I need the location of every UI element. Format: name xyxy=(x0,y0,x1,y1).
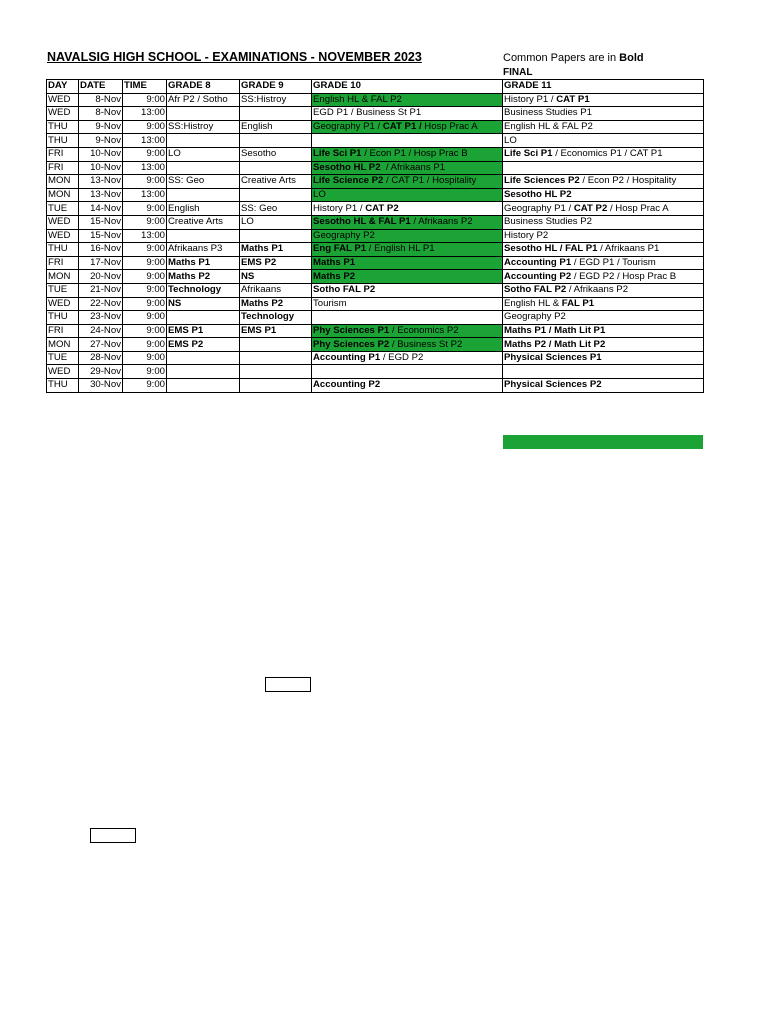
grade-8-cell xyxy=(167,161,240,175)
paper-text: / Afrikaans P1 xyxy=(380,161,446,173)
date-cell: 20-Nov xyxy=(79,270,123,284)
day-cell: THU xyxy=(47,311,79,325)
date-cell: 8-Nov xyxy=(79,93,123,107)
day-cell: THU xyxy=(47,120,79,134)
common-paper-text: Maths P2 xyxy=(168,270,211,282)
day-cell: MON xyxy=(47,338,79,352)
paper-text: / EGD P2 / Hosp Prac B xyxy=(571,270,677,282)
common-paper-text: Maths P2 xyxy=(241,297,284,309)
common-paper-text: Sesotho HL P2 xyxy=(504,189,572,201)
timetable-body xyxy=(47,93,704,392)
paper-text: History P1 / xyxy=(504,93,557,105)
grade-8-cell xyxy=(167,107,240,121)
grade-9-cell xyxy=(240,188,312,202)
grade-9-cell xyxy=(240,202,312,216)
table-row xyxy=(47,120,704,134)
day-cell: TUE xyxy=(47,283,79,297)
common-paper-text: Life Science P2 xyxy=(313,175,384,187)
grade-9-cell xyxy=(240,134,312,148)
paper-text: SS:Histroy xyxy=(241,93,287,105)
table-row xyxy=(47,270,704,284)
time-cell: 9:00 xyxy=(123,215,167,229)
common-paper-text: Maths P1 xyxy=(241,243,284,255)
paper-text: Sesotho xyxy=(241,148,277,160)
time-cell: 13:00 xyxy=(123,161,167,175)
grade-9-cell xyxy=(240,311,312,325)
common-paper-text: EMS P1 xyxy=(241,324,277,336)
grade-10-cell xyxy=(312,188,503,202)
table-row xyxy=(47,297,704,311)
grade-8-cell xyxy=(167,188,240,202)
common-paper-text: Technology xyxy=(168,284,222,296)
day-cell: WED xyxy=(47,297,79,311)
grade-8-cell xyxy=(167,147,240,161)
header-grade-8: GRADE 8 xyxy=(167,80,240,94)
grade-9-cell xyxy=(240,270,312,284)
table-row xyxy=(47,175,704,189)
paper-text: Creative Arts xyxy=(241,175,296,187)
header-grade-11: GRADE 11 xyxy=(503,80,704,94)
grade-11-cell xyxy=(503,270,704,284)
grade-10-cell xyxy=(312,283,503,297)
paper-text: Business Studies P2 xyxy=(504,216,592,228)
date-cell: 10-Nov xyxy=(79,161,123,175)
table-row xyxy=(47,243,704,257)
grade-11-cell xyxy=(503,188,704,202)
day-cell: MON xyxy=(47,175,79,189)
grade-11-cell xyxy=(503,283,704,297)
grade-10-cell xyxy=(312,256,503,270)
paper-text: EGD P1 / Business St P1 xyxy=(313,107,422,119)
grade-9-cell xyxy=(240,175,312,189)
status-label: FINAL xyxy=(503,67,533,78)
table-row xyxy=(47,134,704,148)
paper-text: Hosp Prac A xyxy=(421,121,478,133)
paper-text: History P2 xyxy=(504,229,549,241)
common-paper-text: Accounting P1 xyxy=(313,352,381,364)
time-cell: 9:00 xyxy=(123,379,167,393)
day-cell: THU xyxy=(47,134,79,148)
date-cell: 21-Nov xyxy=(79,283,123,297)
common-paper-text: Maths P1 / Math Lit P1 xyxy=(504,324,606,336)
paper-text: LO xyxy=(504,134,517,146)
common-paper-text: Maths P2 xyxy=(313,270,356,282)
grade-11-cell xyxy=(503,365,704,379)
grade-10-cell xyxy=(312,297,503,311)
grade-10-cell xyxy=(312,215,503,229)
day-cell: FRI xyxy=(47,161,79,175)
header-grade-10: GRADE 10 xyxy=(312,80,503,94)
date-cell: 28-Nov xyxy=(79,351,123,365)
table-row xyxy=(47,188,704,202)
day-cell: FRI xyxy=(47,324,79,338)
date-cell: 14-Nov xyxy=(79,202,123,216)
day-cell: WED xyxy=(47,229,79,243)
header-grade-9: GRADE 9 xyxy=(240,80,312,94)
empty-box xyxy=(90,828,136,843)
time-cell: 9:00 xyxy=(123,256,167,270)
header-date: DATE xyxy=(79,80,123,94)
grade-10-cell xyxy=(312,120,503,134)
grade-8-cell xyxy=(167,365,240,379)
grade-8-cell xyxy=(167,324,240,338)
grade-11-cell xyxy=(503,243,704,257)
date-cell: 24-Nov xyxy=(79,324,123,338)
grade-9-cell xyxy=(240,365,312,379)
time-cell: 9:00 xyxy=(123,147,167,161)
grade-11-cell xyxy=(503,107,704,121)
date-cell: 8-Nov xyxy=(79,107,123,121)
grade-10-cell xyxy=(312,379,503,393)
paper-text: Geography P2 xyxy=(504,311,566,323)
paper-text: / Afrikaans P2 xyxy=(566,284,629,296)
grade-10-cell xyxy=(312,134,503,148)
common-paper-text: Sotho FAL P2 xyxy=(313,284,376,296)
date-cell: 16-Nov xyxy=(79,243,123,257)
paper-text: LO xyxy=(241,216,254,228)
table-row xyxy=(47,338,704,352)
grade-10-cell xyxy=(312,147,503,161)
common-paper-text: CAT P1 xyxy=(556,93,590,105)
grade-11-cell xyxy=(503,324,704,338)
day-cell: THU xyxy=(47,379,79,393)
time-cell: 9:00 xyxy=(123,283,167,297)
common-paper-text: Accounting P2 xyxy=(504,270,572,282)
table-row xyxy=(47,324,704,338)
date-cell: 22-Nov xyxy=(79,297,123,311)
common-paper-text: Technology xyxy=(241,311,295,323)
grade-8-cell xyxy=(167,229,240,243)
paper-text: / Afrikaans P1 xyxy=(597,243,660,255)
table-row xyxy=(47,311,704,325)
time-cell: 9:00 xyxy=(123,351,167,365)
time-cell: 9:00 xyxy=(123,202,167,216)
grade-11-cell xyxy=(503,175,704,189)
note-text: Common Papers are in xyxy=(503,52,620,64)
common-paper-text: Sotho FAL P2 xyxy=(504,284,567,296)
date-cell: 9-Nov xyxy=(79,120,123,134)
exam-timetable xyxy=(46,79,704,393)
grade-8-cell xyxy=(167,283,240,297)
common-paper-text: EMS P2 xyxy=(168,338,204,350)
grade-8-cell xyxy=(167,215,240,229)
time-cell: 13:00 xyxy=(123,188,167,202)
grade-11-cell xyxy=(503,379,704,393)
grade-11-cell xyxy=(503,120,704,134)
grade-9-cell xyxy=(240,297,312,311)
grade-11-cell xyxy=(503,93,704,107)
table-row xyxy=(47,379,704,393)
grade-9-cell xyxy=(240,379,312,393)
paper-text: Afr P2 / Sotho xyxy=(168,93,228,105)
paper-text: / Economics P1 / CAT P1 xyxy=(552,148,663,160)
grade-8-cell xyxy=(167,120,240,134)
bold-legend-note xyxy=(503,52,644,64)
day-cell: MON xyxy=(47,188,79,202)
paper-text: / Economics P2 xyxy=(389,324,459,336)
time-cell: 13:00 xyxy=(123,134,167,148)
grade-9-cell xyxy=(240,243,312,257)
table-row xyxy=(47,256,704,270)
paper-text: / Hosp Prac A xyxy=(607,202,669,214)
table-row xyxy=(47,229,704,243)
common-paper-text: Sesotho HL & FAL P1 xyxy=(313,216,411,228)
paper-text: LO xyxy=(313,189,326,201)
date-cell: 10-Nov xyxy=(79,147,123,161)
header-day: DAY xyxy=(47,80,79,94)
table-row xyxy=(47,161,704,175)
grade-9-cell xyxy=(240,351,312,365)
grade-8-cell xyxy=(167,311,240,325)
common-paper-text: Phy Sciences P1 xyxy=(313,324,390,336)
time-cell: 9:00 xyxy=(123,297,167,311)
grade-9-cell xyxy=(240,107,312,121)
paper-text: / EGD P2 xyxy=(380,352,424,364)
grade-8-cell xyxy=(167,338,240,352)
paper-text: English HL & FAL P2 xyxy=(313,93,402,105)
grade-8-cell xyxy=(167,351,240,365)
empty-box xyxy=(265,677,311,692)
table-row xyxy=(47,202,704,216)
day-cell: WED xyxy=(47,365,79,379)
grade-10-cell xyxy=(312,311,503,325)
date-cell: 9-Nov xyxy=(79,134,123,148)
common-paper-text: Life Sci P1 xyxy=(313,148,362,160)
grade-11-cell xyxy=(503,311,704,325)
time-cell: 9:00 xyxy=(123,324,167,338)
common-paper-text: EMS P1 xyxy=(168,324,204,336)
date-cell: 15-Nov xyxy=(79,229,123,243)
grade-8-cell xyxy=(167,256,240,270)
grade-9-cell xyxy=(240,229,312,243)
paper-text: English HL & FAL P2 xyxy=(504,121,593,133)
grade-8-cell xyxy=(167,270,240,284)
grade-8-cell xyxy=(167,379,240,393)
table-row xyxy=(47,147,704,161)
grade-10-cell xyxy=(312,365,503,379)
grade-10-cell xyxy=(312,338,503,352)
time-cell: 9:00 xyxy=(123,175,167,189)
grade-9-cell xyxy=(240,256,312,270)
common-paper-text: NS xyxy=(241,270,255,282)
time-cell: 13:00 xyxy=(123,107,167,121)
table-row xyxy=(47,365,704,379)
common-paper-text: Physical Sciences P2 xyxy=(504,379,602,391)
paper-text: / Business St P2 xyxy=(389,338,463,350)
time-cell: 9:00 xyxy=(123,365,167,379)
common-paper-text: CAT P2 xyxy=(365,202,399,214)
page-title: NAVALSIG HIGH SCHOOL - EXAMINATIONS - NOVEMBER 2023 xyxy=(47,50,422,64)
paper-text: SS:Histroy xyxy=(168,121,214,133)
paper-text: English xyxy=(168,202,200,214)
time-cell: 9:00 xyxy=(123,93,167,107)
grade-8-cell xyxy=(167,243,240,257)
paper-text: / Econ P2 / Hospitality xyxy=(579,175,677,187)
day-cell: FRI xyxy=(47,256,79,270)
day-cell: TUE xyxy=(47,202,79,216)
common-paper-text: Maths P2 / Math Lit P2 xyxy=(504,338,606,350)
paper-text: Tourism xyxy=(313,297,347,309)
time-cell: 9:00 xyxy=(123,311,167,325)
paper-text: LO xyxy=(168,148,181,160)
paper-text: Business Studies P1 xyxy=(504,107,592,119)
time-cell: 9:00 xyxy=(123,243,167,257)
day-cell: WED xyxy=(47,93,79,107)
grade-8-cell xyxy=(167,93,240,107)
grade-10-cell xyxy=(312,229,503,243)
time-cell: 9:00 xyxy=(123,270,167,284)
day-cell: MON xyxy=(47,270,79,284)
header-time: TIME xyxy=(123,80,167,94)
grade-10-cell xyxy=(312,270,503,284)
grade-9-cell xyxy=(240,338,312,352)
paper-text: / EGD P1 / Tourism xyxy=(571,257,656,269)
paper-text: English HL & xyxy=(504,297,562,309)
paper-text: Geography P1 / xyxy=(313,121,383,133)
grade-10-cell xyxy=(312,175,503,189)
grade-9-cell xyxy=(240,93,312,107)
grade-11-cell xyxy=(503,202,704,216)
day-cell: WED xyxy=(47,215,79,229)
grade-9-cell xyxy=(240,161,312,175)
common-paper-text: EMS P2 xyxy=(241,257,277,269)
date-cell: 13-Nov xyxy=(79,175,123,189)
paper-text: Geography P2 xyxy=(313,229,375,241)
table-row xyxy=(47,107,704,121)
table-row xyxy=(47,283,704,297)
common-paper-text: Physical Sciences P1 xyxy=(504,352,602,364)
common-paper-text: Phy Sciences P2 xyxy=(313,338,390,350)
grade-11-cell xyxy=(503,161,704,175)
paper-text: Afrikaans P3 xyxy=(168,243,223,255)
header-row xyxy=(47,80,704,94)
grade-8-cell xyxy=(167,297,240,311)
grade-9-cell xyxy=(240,120,312,134)
day-cell: TUE xyxy=(47,351,79,365)
grade-10-cell xyxy=(312,161,503,175)
grade-10-cell xyxy=(312,93,503,107)
grade-8-cell xyxy=(167,202,240,216)
date-cell: 15-Nov xyxy=(79,215,123,229)
date-cell: 13-Nov xyxy=(79,188,123,202)
paper-text: / Econ P1 / Hosp Prac B xyxy=(361,148,468,160)
grade-10-cell xyxy=(312,202,503,216)
time-cell: 9:00 xyxy=(123,338,167,352)
grade-11-cell xyxy=(503,351,704,365)
table-row xyxy=(47,215,704,229)
paper-text: English xyxy=(241,121,273,133)
common-paper-text: Sesotho HL / FAL P1 xyxy=(504,243,598,255)
grade-11-cell xyxy=(503,134,704,148)
green-highlight-bar xyxy=(503,435,703,449)
paper-text: SS: Geo xyxy=(168,175,205,187)
common-paper-text: Life Sci P1 xyxy=(504,148,553,160)
grade-10-cell xyxy=(312,243,503,257)
grade-11-cell xyxy=(503,338,704,352)
grade-11-cell xyxy=(503,229,704,243)
common-paper-text: Maths P1 xyxy=(168,257,211,269)
grade-9-cell xyxy=(240,147,312,161)
common-paper-text: Eng FAL P1 xyxy=(313,243,367,255)
paper-text: Geography P1 / xyxy=(504,202,574,214)
table-row xyxy=(47,351,704,365)
common-paper-text: CAT P2 xyxy=(573,202,608,214)
grade-10-cell xyxy=(312,351,503,365)
paper-text: / CAT P1 / Hospitality xyxy=(383,175,477,187)
common-paper-text: FAL P1 xyxy=(561,297,595,309)
time-cell: 9:00 xyxy=(123,120,167,134)
grade-8-cell xyxy=(167,175,240,189)
table-row xyxy=(47,93,704,107)
date-cell: 17-Nov xyxy=(79,256,123,270)
day-cell: FRI xyxy=(47,147,79,161)
paper-text: History P1 / xyxy=(313,202,366,214)
time-cell: 13:00 xyxy=(123,229,167,243)
date-cell: 27-Nov xyxy=(79,338,123,352)
day-cell: WED xyxy=(47,107,79,121)
paper-text: / Afrikaans P2 xyxy=(410,216,473,228)
paper-text: / English HL P1 xyxy=(366,243,435,255)
grade-9-cell xyxy=(240,324,312,338)
grade-8-cell xyxy=(167,134,240,148)
grade-11-cell xyxy=(503,147,704,161)
date-cell: 29-Nov xyxy=(79,365,123,379)
note-bold-word: Bold xyxy=(619,52,644,64)
paper-text: SS: Geo xyxy=(241,202,278,214)
grade-10-cell xyxy=(312,324,503,338)
date-cell: 23-Nov xyxy=(79,311,123,325)
common-paper-text: Accounting P1 xyxy=(504,257,572,269)
grade-9-cell xyxy=(240,215,312,229)
common-paper-text: Life Sciences P2 xyxy=(504,175,580,187)
common-paper-text: CAT P1 / xyxy=(382,121,422,133)
day-cell: THU xyxy=(47,243,79,257)
common-paper-text: Maths P1 xyxy=(313,257,356,269)
date-cell: 30-Nov xyxy=(79,379,123,393)
common-paper-text: Accounting P2 xyxy=(313,379,381,391)
paper-text: Afrikaans xyxy=(241,284,281,296)
grade-11-cell xyxy=(503,215,704,229)
grade-11-cell xyxy=(503,256,704,270)
common-paper-text: NS xyxy=(168,297,182,309)
grade-9-cell xyxy=(240,283,312,297)
paper-text: Creative Arts xyxy=(168,216,223,228)
common-paper-text: Sesotho HL P2 xyxy=(313,161,381,173)
grade-10-cell xyxy=(312,107,503,121)
grade-11-cell xyxy=(503,297,704,311)
